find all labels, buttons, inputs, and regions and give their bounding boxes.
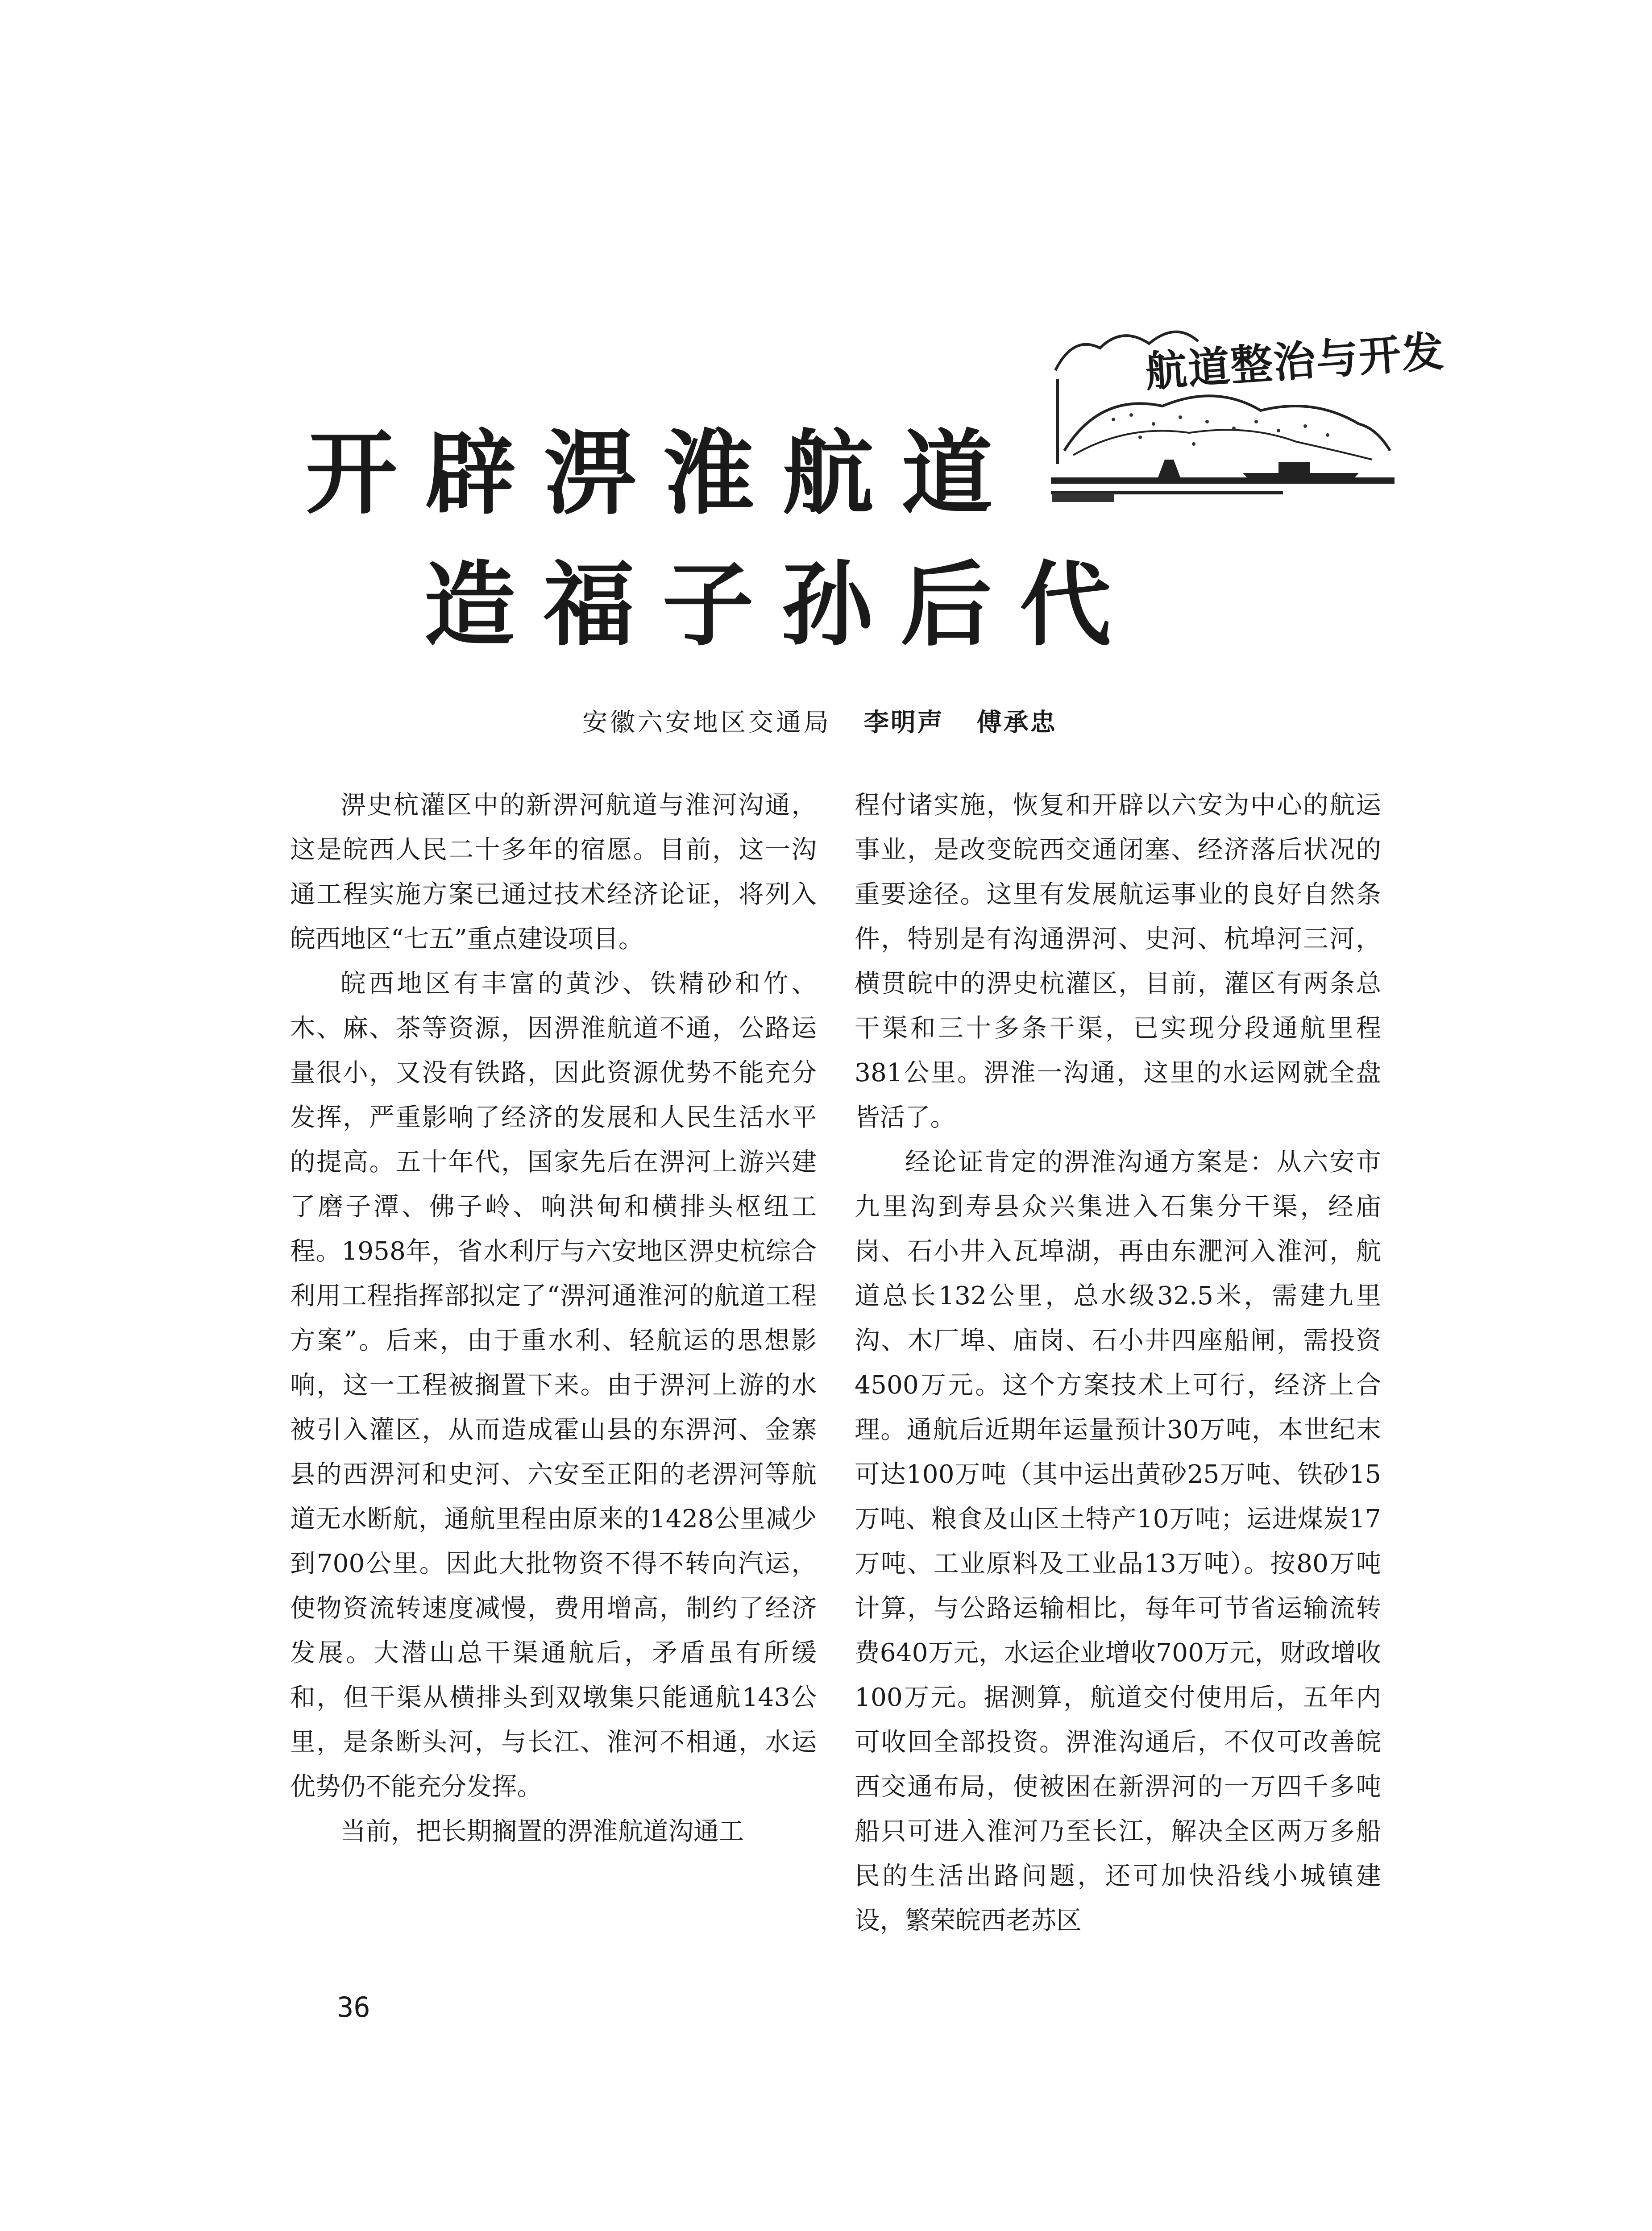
paragraph: 经论证肯定的淠淮沟通方案是：从六安市九里沟到寿县众兴集进入石集分干渠，经庙岗、石小井入瓦埠湖，再由东淝河入淮河，航道总长132公里，总水级32.5米，需建九里沟、木厂埠、庙岗、石小井四座船闸，需投资4500万元。这个方案技术上可行，经济上合理。通航后近期年运量预计30万吨，本世纪末可达100万吨（其中运出黄砂25万吨、铁砂15万吨、粮食及山区土特产10万吨；运进煤炭17万吨、工业原料及工业品13万吨）。按80万吨计算，与公路运输相比，每年可节省运输流转费640万元，水运企业增收700万元，财政增收100万元。据测算，航道交付使用后，五年内可收回全部投资。淠淮沟通后，不仅可改善皖西交通布局，使被困在新淠河的一万四千多吨船只可进入淮河乃至长江，解决全区两万多船民的生活出路问题，还可加快沿线小城镇建设，繁荣皖西老苏区 bbox=[855, 1148, 1381, 1935]
byline bbox=[582, 703, 1057, 738]
paragraph-continuation: 程付诸实施，恢复和开辟以六安为中心的航运事业，是改变皖西交通闭塞、经济落后状况的重要途径。这里有发展航运事业的良好自然条件，特别是有沟通淠河、史河、杭埠河三河，横贯皖中的淠史杭灌区，目前，灌区有两条总干渠和三十多条干渠，已实现分段通航里程381公里。淠淮一沟通，这里的水运网就全盘皆活了。 bbox=[855, 791, 1381, 1132]
page-number: 36 bbox=[337, 1991, 370, 2024]
author-name: 傅承忠 bbox=[976, 708, 1057, 737]
paragraph: 当前，把长期搁置的淠淮航道沟通工 bbox=[340, 1817, 744, 1846]
column-label: 航道整治与开发 bbox=[1143, 327, 1446, 397]
author-organization: 安徽六安地区交通局 bbox=[582, 708, 831, 737]
article-column-right bbox=[855, 783, 1381, 1943]
author-name: 李明声 bbox=[863, 708, 944, 737]
article-title-line-1: 开辟淠淮航道 bbox=[306, 421, 1021, 527]
paragraph: 淠史杭灌区中的新淠河航道与淮河沟通，这是皖西人民二十多年的宿愿。目前，这一沟通工程实施方案已通过技术经济论证，将列入皖西地区“七五”重点建设项目。 bbox=[290, 791, 817, 954]
article-title-line-2: 造福子孙后代 bbox=[424, 552, 1139, 659]
article-column-left bbox=[290, 783, 817, 1854]
paragraph: 皖西地区有丰富的黄沙、铁精砂和竹、木、麻、茶等资源，因淠淮航道不通，公路运量很小，又没有铁路，因此资源优势不能充分发挥，严重影响了经济的发展和人民生活水平的提高。五十年代，国家先后在淠河上游兴建了磨子潭、佛子岭、响洪甸和横排头枢纽工程。1958年，省水利厅与六安地区淠史杭综合利用工程指挥部拟定了“淠河通淮河的航道工程方案”。后来，由于重水利、轻航运的思想影响，这一工程被搁置下来。由于淠河上游的水被引入灌区，从而造成霍山县的东淠河、金寨县的西淠河和史河、六安至正阳的老淠河等航道无水断航，通航里程由原来的1428公里减少到700公里。因此大批物资不得不转向汽运，使物资流转速度减慢，费用增高，制约了经济发展。大潜山总干渠通航后，矛盾虽有所缓和，但干渠从横排头到双墩集只能通航143公里，是条断头河，与长江、淮河不相通，水运优势仍不能充分发挥。 bbox=[290, 969, 817, 1801]
